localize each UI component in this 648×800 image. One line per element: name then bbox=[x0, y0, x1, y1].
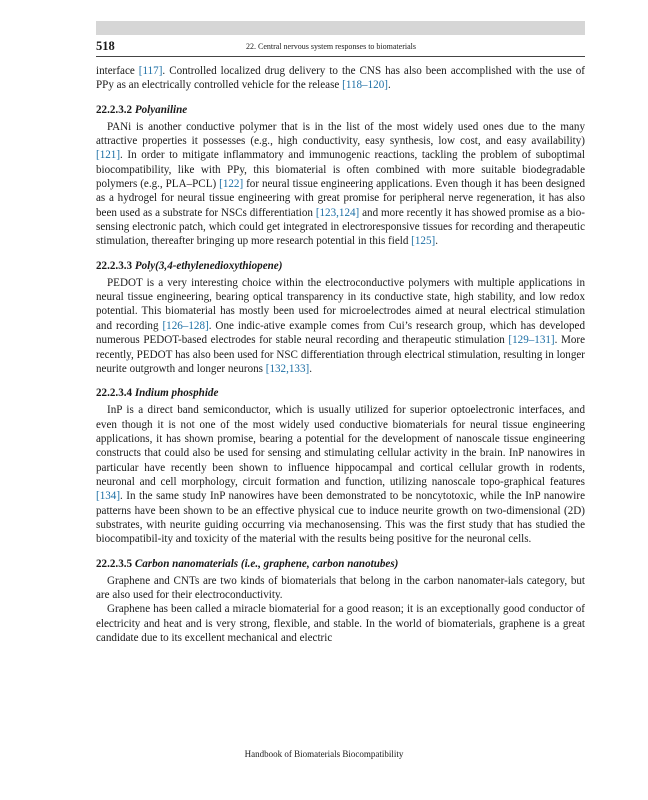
reference-link[interactable]: [122] bbox=[219, 178, 244, 191]
polyaniline-paragraph: PANi is another conductive polymer that is in the list of the most widely used ones due to the many attractive properties it possesses (e.g., high conductivity, easy synthesis, low cost, and easy availability) [121]. In order to mitigate inflammatory and immunogenic reactions, tackling the problem of suboptimal biocompatibility, like with PPy, this biomaterial is often combined with more suitable biodegradable polymers (e.g., PLA–PCL) [122] for neural tissue engineering applications. Even though it has been designed as a hydrogel for neural tissue engineering with great promise for peripheral nerve regeneration, it has also been used as a substrate for NSCs differentiation [123,124] and more recently it has showed promise as a bio-sensing electronic patch, which could get integrated in electroresponsive tissues for recording and therapeutic stimulation, thereafter bringing up more research potential in this field [125]. bbox=[96, 120, 586, 248]
page-number: 518 bbox=[96, 39, 115, 53]
carbon-paragraph-1: Graphene and CNTs are two kinds of biomaterials that belong in the carbon nanomater-ials category, but are also used for their electroconductivity. bbox=[96, 574, 585, 601]
carbon-paragraph-2: Graphene has been called a miracle biomaterial for a good reason; it is an exceptionally good conductor of electricity and heat and is very strong, flexible, and stable. In the world of biomaterials, graphene is a great candidate due to its excellent mechanical and electric bbox=[96, 603, 585, 644]
reference-link[interactable]: [117] bbox=[138, 65, 163, 77]
reference-link[interactable]: [118–120] bbox=[342, 79, 388, 92]
section-heading-polyaniline: 22.2.3.2 Polyaniline bbox=[96, 103, 188, 116]
reference-link[interactable]: [134] bbox=[96, 490, 121, 503]
pedot-paragraph: PEDOT is a very interesting choice within the electroconductive polymers with multiple applications in neural tissue engineering, bearing optical transparency in its conductive state, high stability, and low redox potential. This biomaterial has mostly been used for microelectrodes aimed at neural electrical stimulation and recording [126–128]. One indic-ative example comes from Cui’s research group, which has developed numerous PEDOT-based electrodes for stable neural recording and therapeutic stimulation [129–131]. More recently, PEDOT has also been used for NSC differentiation through electrical stimulation, resulting in longer neurite outgrowth and longer neurons [132,133]. bbox=[96, 276, 586, 375]
reference-link[interactable]: [132,133] bbox=[265, 362, 310, 375]
reference-link[interactable]: [126–128] bbox=[162, 319, 209, 332]
header-bar bbox=[96, 21, 585, 35]
header-rule bbox=[96, 56, 585, 57]
section-heading-carbon-nanomaterials: 22.2.3.5 Carbon nanomaterials (i.e., graphene, carbon nanotubes) bbox=[96, 557, 399, 570]
footer-book-title: Handbook of Biomaterials Biocompatibility bbox=[244, 749, 404, 759]
intro-paragraph: interface [117]. Controlled localized drug delivery to the CNS has also been accomplished with the use of PPy as an electrically controlled vehicle for the release [118–120]. bbox=[96, 65, 585, 92]
reference-link[interactable]: [129–131] bbox=[508, 334, 555, 347]
reference-link[interactable]: [121] bbox=[96, 149, 121, 162]
section-heading-pedot: 22.2.3.3 Poly(3,4-ethylenedioxythiopene) bbox=[96, 259, 283, 272]
reference-link[interactable]: [125] bbox=[411, 235, 436, 248]
reference-link[interactable]: [123,124] bbox=[315, 206, 360, 219]
indium-phosphide-paragraph: InP is a direct band semiconductor, which is usually utilized for superior optoelectronic interfaces, and even though it is not one of the most widely used conductive biomaterials for neural tissue engineering applications, it has shown promise, bearing a potential for the development of nanoscale tissue engineering constructs that could also be used for sensing and stimulating cellular activity in the brain. InP nanowires in particular have recently been shown to influence hippocampal and cortical cellular growth in rodents, neuronal and cell morphology, circuit formation and function, utilizing nanoscale topo-graphical features [134]. In the same study InP nanowires have been demonstrated to be noncytotoxic, while the InP nanowire patterns have been shown to be an effective physical cue to induce neurite growth on two-dimensional (2D) substrates, with neurite guiding occurring via mechanosensing. This was the first study that has studied the biocompatibil-ity and toxicity of the material with the results being positive for the neuronal cells. bbox=[96, 404, 585, 546]
page-body bbox=[96, 64, 585, 645]
section-heading-indium-phosphide: 22.2.3.4 Indium phosphide bbox=[96, 387, 219, 400]
running-title: 22. Central nervous system responses to biomaterials bbox=[246, 42, 416, 51]
